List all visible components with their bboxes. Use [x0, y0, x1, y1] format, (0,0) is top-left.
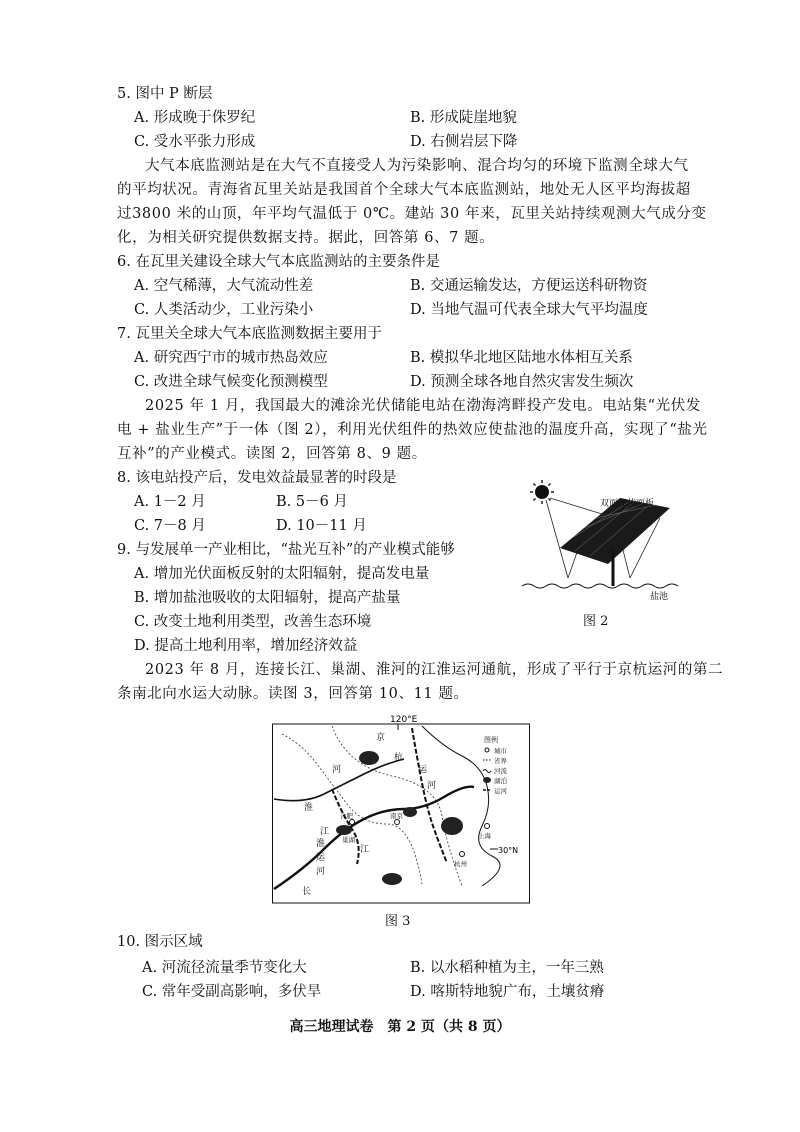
page-footer: 高三地理试卷 第 2 页（共 8 页）	[289, 1019, 511, 1035]
q7-option-c: C. 改进全球气候变化预测模型	[134, 374, 328, 390]
map-label-yun: 运	[418, 765, 428, 775]
q8-option-c: C. 7－8 月	[134, 518, 206, 534]
figure-2-caption: 图 2	[583, 614, 609, 629]
q9-option-c: C. 改变土地利用类型，改善生态环境	[134, 614, 372, 630]
passage3-line2: 条南北向水运大动脉。读图 3，回答第 10、11 题。	[117, 686, 469, 702]
q10-option-d: D. 喀斯特地貌广布，土壤贫瘠	[410, 984, 605, 1000]
map-label-hang: 杭	[394, 753, 404, 763]
lake	[403, 807, 417, 817]
q5-option-c: C. 受水平张力形成	[134, 134, 256, 150]
passage3-line1: 2023 年 8 月，连接长江、巢湖、淮河的江淮运河通航，形成了平行于京杭运河的第二	[145, 662, 724, 678]
lake	[382, 873, 402, 885]
city-hangzhou	[460, 852, 465, 857]
passage1-line2: 的平均状况。青海省瓦里关站是我国首个全球大气本底监测站，地处无人区平均海拔超	[117, 182, 691, 198]
passage1-line4: 化，为相关研究提供数据支持。据此，回答第 6、7 题。	[117, 230, 495, 246]
city-nanjing	[395, 820, 400, 825]
q6-option-b: B. 交通运输发达，方便运送科研物资	[410, 278, 648, 294]
q6-stem: 6. 在瓦里关建设全球大气本底监测站的主要条件是	[117, 254, 440, 270]
q8-option-a: A. 1－2 月	[134, 494, 206, 510]
q7-option-d: D. 预测全球各地自然灾害发生频次	[410, 374, 634, 390]
map-label-jiang2: 江	[360, 845, 370, 855]
passage1-line3: 过3800 米的山顶，年平均气温低于 0℃。建站 30 年来，瓦里关站持续观测大气成分变	[117, 206, 707, 222]
map-label-he3: 河	[316, 867, 326, 877]
map-label-jiang: 江	[320, 827, 330, 837]
map-label-he: 河	[427, 781, 437, 791]
q6-option-a: A. 空气稀薄，大气流动性差	[134, 278, 314, 294]
map-label-chang: 长	[302, 887, 312, 897]
q6-option-d: D. 当地气温可代表全球大气平均温度	[410, 302, 648, 318]
longitude-label: 120°E	[390, 715, 418, 725]
passage2-line1: 2025 年 1 月，我国最大的滩涂光伏储能电站在渤海湾畔投产发电。电站集“光伏发	[145, 398, 701, 414]
map-label-chaohu: 巢湖	[342, 836, 355, 844]
legend-title: 图例	[484, 736, 498, 744]
map-label-hangzhou: 杭州	[454, 860, 467, 868]
q10-stem: 10. 图示区域	[117, 934, 203, 950]
figure-3-map	[272, 714, 530, 904]
q5-option-a: A. 形成晚于侏罗纪	[134, 110, 256, 126]
latitude-label: 30°N	[498, 846, 519, 855]
map-label-he-left: 河	[332, 765, 342, 775]
figure-3-caption: 图 3	[385, 914, 411, 929]
map-label-hefei: 合肥	[340, 812, 353, 820]
map-label-shanghai: 上海	[478, 832, 491, 840]
legend-lake: 湖泊	[494, 777, 507, 785]
q9-option-a: A. 增加光伏面板反射的太阳辐射，提高发电量	[134, 566, 430, 582]
q8-stem: 8. 该电站投产后，发电效益最显著的时段是	[117, 470, 397, 486]
q10-option-c: C. 常年受副高影响，多伏旱	[142, 984, 322, 1000]
lake	[359, 751, 379, 765]
chaohu-lake	[336, 825, 352, 835]
q6-option-c: C. 人类活动少，工业污染小	[134, 302, 314, 318]
q8-option-d: D. 10－11 月	[276, 518, 367, 534]
legend-border: 省界	[494, 757, 507, 765]
q5-option-d: D. 右侧岩层下降	[410, 134, 518, 150]
passage2-line3: 互补”的产业模式。读图 2，回答第 8、9 题。	[117, 446, 427, 462]
q9-stem: 9. 与发展单一产业相比，“盐光互补”的产业模式能够	[117, 542, 455, 558]
legend-canal: 运河	[494, 787, 507, 795]
q8-option-b: B. 5－6 月	[276, 494, 348, 510]
map-label-huai: 淮	[304, 803, 314, 813]
sun-icon	[530, 480, 554, 504]
q7-option-a: A. 研究西宁市的城市热岛效应	[134, 350, 328, 366]
map-label-yun2: 运	[316, 853, 326, 863]
q10-option-a: A. 河流径流量季节变化大	[142, 960, 307, 976]
q5-option-b: B. 形成陡崖地貌	[410, 110, 517, 126]
q9-option-d: D. 提高土地利用率，增加经济效益	[134, 638, 358, 654]
salt-pool-water	[522, 584, 678, 588]
q10-option-b: B. 以水稻种植为主，一年三熟	[410, 960, 604, 976]
city-shanghai	[485, 824, 490, 829]
pool-label: 盐池	[650, 592, 669, 602]
legend-city: 城市	[494, 747, 507, 755]
figure-2-solar-panel	[520, 478, 690, 603]
city-hefei	[350, 820, 355, 825]
q7-stem: 7. 瓦里关全球大气本底监测数据主要用于	[117, 326, 382, 342]
q7-option-b: B. 模拟华北地区陆地水体相互关系	[410, 350, 633, 366]
panel-label: 双面光伏面板	[600, 499, 655, 509]
passage1-line1: 大气本底监测站是在大气不直接受人为污染影响、混合均匀的环境下监测全球大气	[145, 158, 689, 174]
map-label-huai2: 淮	[316, 839, 326, 849]
q5-stem: 5. 图中 P 断层	[117, 86, 213, 102]
q9-option-b: B. 增加盐池吸收的太阳辐射，提高产盐量	[134, 590, 401, 606]
map-label-nanjing: 南京	[390, 812, 403, 820]
passage2-line2: 电 + 盐业生产”于一体（图 2），利用光伏组件的热效应使盐池的温度升高，实现了“盐光	[117, 422, 708, 438]
legend-river: 河流	[494, 767, 507, 775]
taihu-lake	[441, 817, 463, 835]
map-label-jing: 京	[376, 733, 386, 743]
